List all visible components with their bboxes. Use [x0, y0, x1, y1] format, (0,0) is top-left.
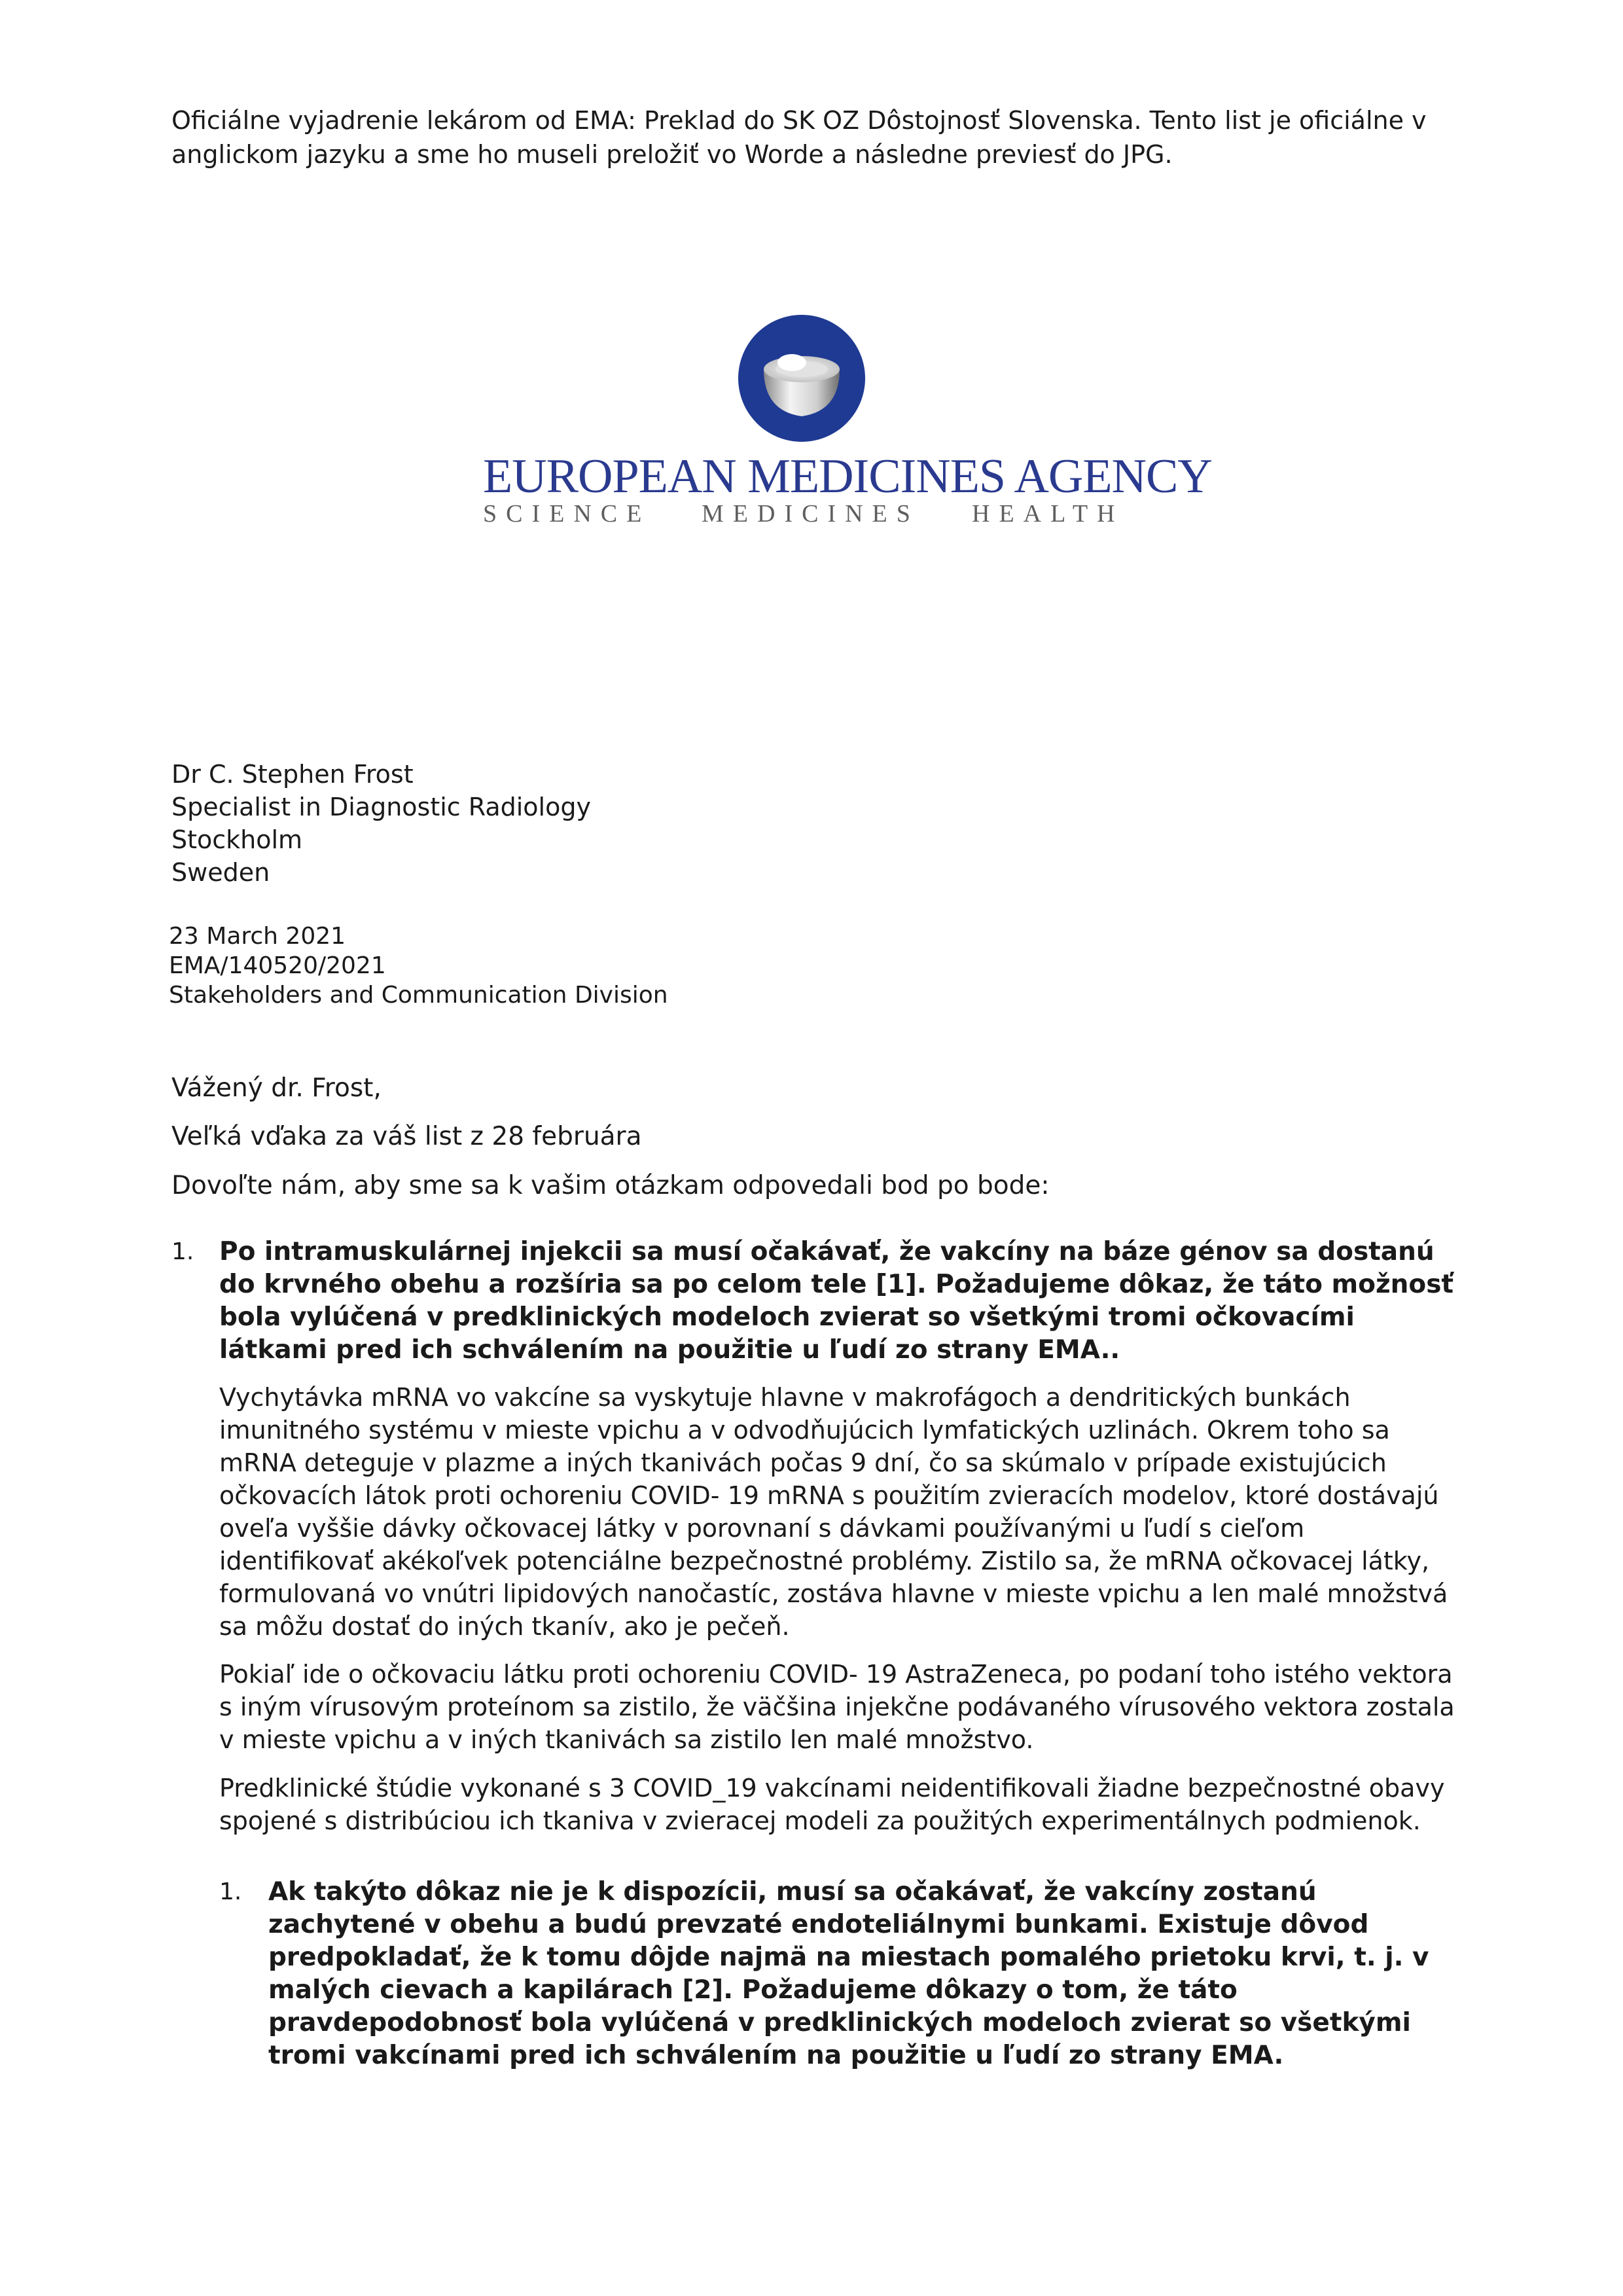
recipient-name: Dr C. Stephen Frost	[171, 760, 414, 789]
translation-note: Oficiálne vyjadrenie lekárom od EMA: Preklad do SK OZ Dôstojnosť Slovenska. Tento list je oficiálne v anglickom jazyku a sme ho museli preložiť vo Worde a následne previesť do JPG.	[171, 106, 1427, 169]
intro-line: Dovoľte nám, aby sme sa k vašim otázkam odpovedali bod po bode:	[171, 1171, 1050, 1200]
question-1-text: Po intramuskulárnej injekcii sa musí očakávať, že vakcíny na báze génov sa dostanú do krvného obehu a rozšíria sa po celom tele [1]. Požadujeme dôkaz, že táto možnosť bola vylúčená v predklinických modeloch zvierat so všetkými tromi očkovacími látkami pred ich schválením na použitie u ľudí zo strany EMA..	[219, 1237, 1454, 1365]
recipient-address	[171, 758, 591, 889]
question-1-number: 1.	[171, 1238, 194, 1265]
recipient-role: Specialist in Diagnostic Radiology	[171, 793, 591, 821]
logo-title: EUROPEAN MEDICINES AGENCY	[483, 450, 1212, 503]
thanks-line: Veľká vďaka za váš list z 28 februára	[171, 1122, 642, 1151]
recipient-city: Stockholm	[171, 825, 303, 854]
answer-paragraph-1: Vychytávka mRNA vo vakcíne sa vyskytuje hlavne v makrofágoch a dendritických bunkách imunitného systému v mieste vpichu a v odvodňujúcich lymfatických uzlinách. Okrem toho sa mRNA deteguje v plazme a iných tkanivách počas 9 dní, čo sa skúmalo v prípade existujúcich očkovacích látok proti ochoreniu COVID- 19 mRNA s použitím zvieracích modelov, ktoré dostávajú oveľa vyššie dávky očkovacej látky v porovnaní s dávkami používanými u ľudí s cieľom identifikovať akékoľvek potenciálne bezpečnostné problémy. Zistilo sa, že mRNA očkovacej látky, formulovaná vo vnútri lipidových nanočastíc, zostáva hlavne v mieste vpichu a len malé množstvá sa môžu dostať do iných tkanív, ako je pečeň.	[219, 1383, 1448, 1641]
reference-code: EMA/140520/2021	[169, 952, 386, 979]
salutation: Vážený dr. Frost,	[171, 1073, 382, 1103]
division-name: Stakeholders and Communication Division	[169, 982, 668, 1009]
question-2-number: 1.	[219, 1878, 242, 1905]
question-2-text: Ak takýto dôkaz nie je k dispozícii, musí sa očakávať, že vakcíny zostanú zachytené v obehu a budú prevzaté endoteliálnymi bunkami. Existuje dôvod predpokladať, že k tomu dôjde najmä na miestach pomalého prietoku krvi, t. j. v malých cievach a kapilárach [2]. Požadujeme dôkazy o tom, že táto pravdepodobnosť bola vylúčená v predklinických modeloch zvierat so všetkými tromi vakcínami pred ich schválením na použitie u ľudí zo strany EMA.	[268, 1877, 1429, 2070]
recipient-country: Sweden	[171, 858, 270, 887]
answer-paragraph-2: Pokiaľ ide o očkovaciu látku proti ochoreniu COVID- 19 AstraZeneca, po podaní toho istého vektora s iným vírusovým proteínom sa zistilo, že väčšina injekčne podávaného vírusového vektora zostala v mieste vpichu a v iných tkanivách sa zistilo len malé množstvo.	[219, 1660, 1455, 1754]
answer-paragraph-3: Predklinické štúdie vykonané s 3 COVID_19 vakcínami neidentifikovali žiadne bezpečnostné obavy spojené s distribúciou ich tkaniva v zvieracej modeli za použitých experimentálnych podmienok.	[219, 1774, 1445, 1835]
logo-subtitle-medicines: MEDICINES	[702, 500, 919, 528]
letter-date: 23 March 2021	[169, 923, 346, 950]
logo-subtitle-health: HEALTH	[972, 500, 1124, 528]
ema-logo-icon	[736, 313, 867, 444]
logo-subtitle-science: SCIENCE	[483, 500, 651, 528]
letter-reference	[169, 922, 668, 1010]
